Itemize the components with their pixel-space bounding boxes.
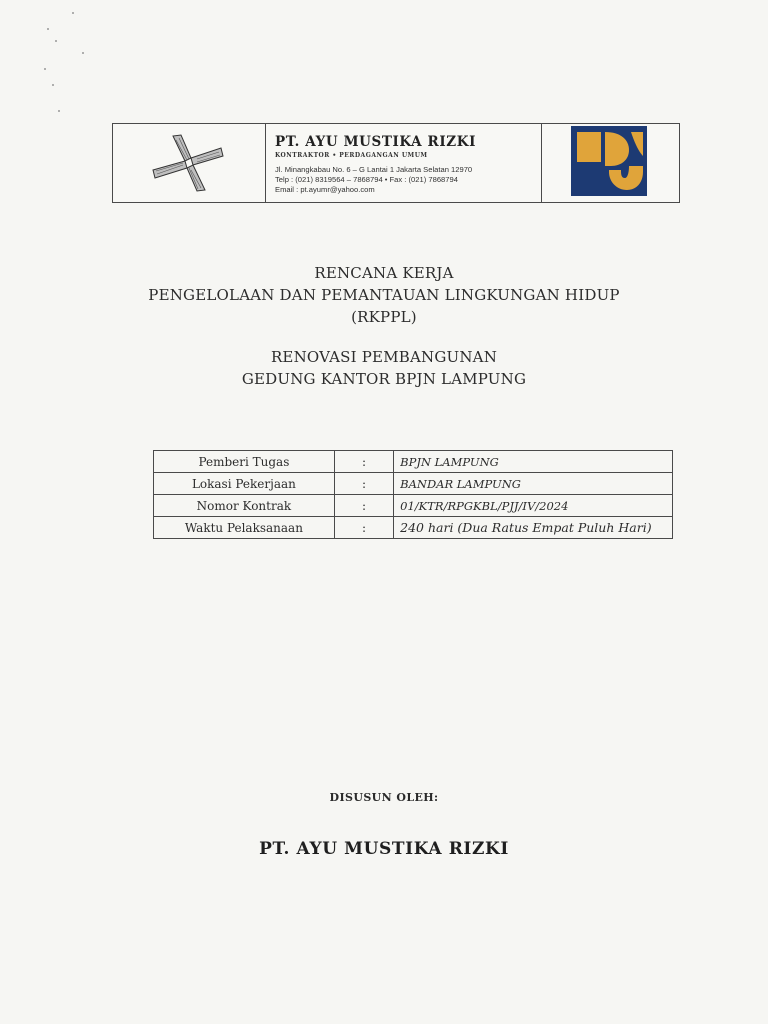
project-line-1: RENOVASI PEMBANGUNAN xyxy=(270,348,498,366)
project-info-table xyxy=(153,450,673,539)
document-title xyxy=(0,262,768,328)
letterhead-tagline: KONTRAKTOR • PERDAGANGAN UMUM xyxy=(275,152,428,159)
info-value: BANDAR LAMPUNG xyxy=(394,473,673,495)
letterhead-company-name: PT. AYU MUSTIKA RIZKI xyxy=(275,134,476,150)
info-colon: : xyxy=(334,451,393,473)
info-label: Waktu Pelaksanaan xyxy=(154,517,335,539)
info-label: Pemberi Tugas xyxy=(154,451,335,473)
info-colon: : xyxy=(334,473,393,495)
footer-company-name: PT. AYU MUSTIKA RIZKI xyxy=(259,839,509,859)
info-value: 01/KTR/RPGKBL/PJJ/IV/2024 xyxy=(394,495,673,517)
info-colon: : xyxy=(334,495,393,517)
project-title xyxy=(0,346,768,390)
title-line-3: (RKPPL) xyxy=(351,308,417,326)
letterhead-right-logo-cell xyxy=(541,124,679,202)
letterhead-phone: Telp : (021) 8319564 – 7868794 • Fax : (021) 7868794 xyxy=(275,175,458,184)
table-row xyxy=(154,517,673,539)
title-line-2: PENGELOLAAN DAN PEMANTAUAN LINGKUNGAN HIDUP xyxy=(148,286,620,304)
pinwheel-logo-icon xyxy=(151,134,225,192)
info-value: BPJN LAMPUNG xyxy=(394,451,673,473)
pu-logo-icon xyxy=(571,126,647,196)
project-line-2: GEDUNG KANTOR BPJN LAMPUNG xyxy=(241,370,527,388)
table-row xyxy=(154,495,673,517)
table-row xyxy=(154,451,673,473)
title-line-1: RENCANA KERJA xyxy=(314,264,454,282)
prepared-by-label: DISUSUN OLEH: xyxy=(329,791,439,804)
letterhead-email: Email : pt.ayumr@yahoo.com xyxy=(275,185,375,194)
info-colon: : xyxy=(334,517,393,539)
letterhead xyxy=(112,123,680,203)
info-value: 240 hari (Dua Ratus Empat Puluh Hari) xyxy=(394,517,673,539)
letterhead-text-cell xyxy=(265,124,542,202)
table-row xyxy=(154,473,673,495)
info-label: Lokasi Pekerjaan xyxy=(154,473,335,495)
letterhead-address: Jl. Minangkabau No. 6 – G Lantai 1 Jakarta Selatan 12970 xyxy=(275,165,473,174)
info-label: Nomor Kontrak xyxy=(154,495,335,517)
letterhead-left-logo-cell xyxy=(113,124,266,202)
